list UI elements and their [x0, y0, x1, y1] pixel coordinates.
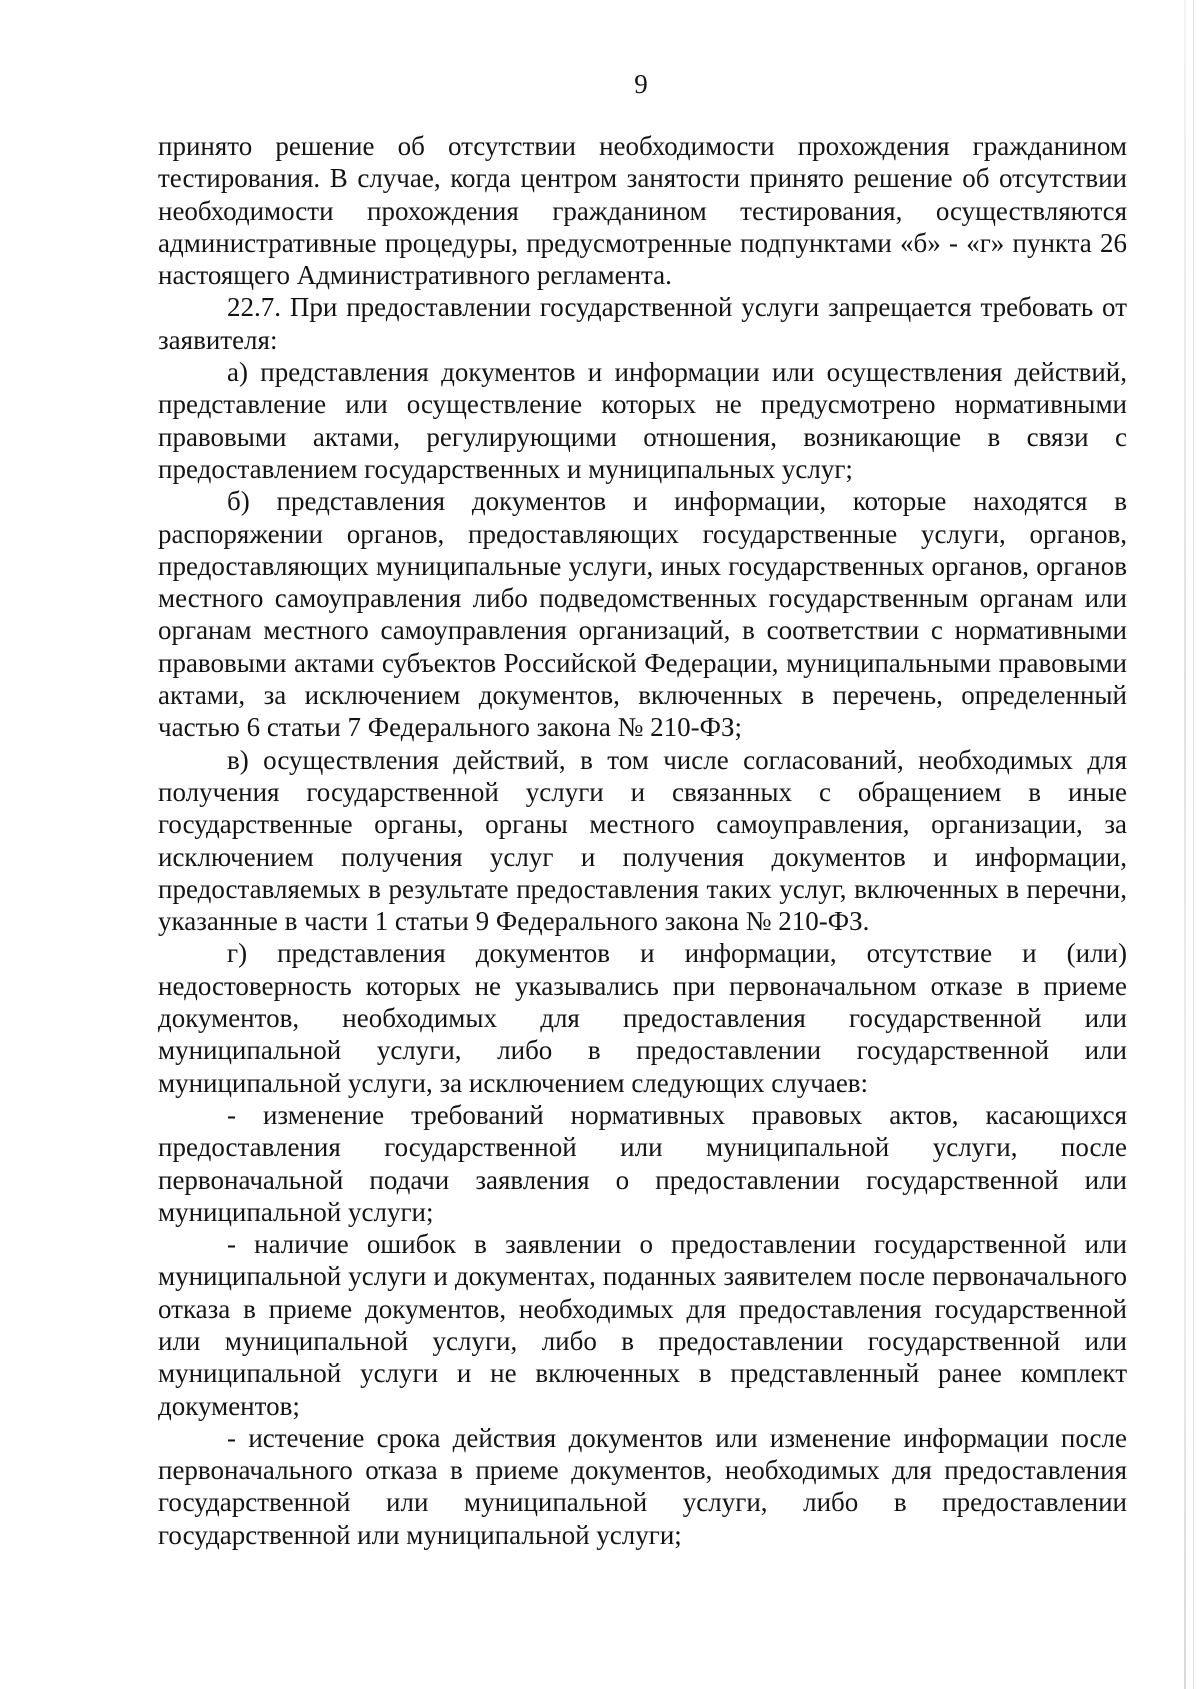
list-item: б) представления документов и информации, которые находятся в распоряжении органов, предоставляющих государственные услуги, органов, предоставляющих муниципальные услуги, иных государственных органов, органов местного самоуправления либо подведомственных государственным органам или органам местного самоуправления организаций, в соответствии с нормативными правовыми актами субъектов Российской Федерации, муниципальными правовыми актами, за исключением документов, включенных в перечень, определенный частью 6 статьи 7 Федерального закона № 210-ФЗ; — [158, 486, 1127, 743]
bullet-item: - наличие ошибок в заявлении о предоставлении государственной или муниципальной услуги и документах, поданных заявителем после первоначального отказа в приеме документов, необходимых для предоставления государственной или муниципальной услуги, либо в предоставлении государственной или муниципальной услуги и не включенных в представленный ранее комплект документов; — [158, 1229, 1127, 1421]
paragraph: 22.7. При предоставлении государственной услуги запрещается требовать от заявителя: — [158, 292, 1127, 355]
page-number: 9 — [634, 69, 648, 99]
scan-edge — [1184, 0, 1186, 1689]
list-item: а) представления документов и информации или осуществления действий, представление или осуществление которых не предусмотрено нормативными правовыми актами, регулирующими отношения, возникающие в связи с предоставлением государственных и муниципальных услуг; — [158, 357, 1127, 484]
bullet-item: - истечение срока действия документов или изменение информации после первоначального отказа в приеме документов, необходимых для предоставления государственной или муниципальной услуги, либо в предоставлении государственной или муниципальной услуги; — [158, 1422, 1127, 1550]
document-body — [158, 130, 1127, 1551]
scan-edge — [1193, 0, 1194, 1689]
list-item: в) осуществления действий, в том числе согласований, необходимых для получения государственной услуги и связанных с обращением в иные государственные органы, органы местного самоуправления, организации, за исключением получения услуг и получения документов и информации, предоставляемых в результате предоставления таких услуг, включенных в перечни, указанные в части 1 статьи 9 Федерального закона № 210-ФЗ. — [158, 744, 1127, 937]
paragraph: принято решение об отсутствии необходимости прохождения гражданином тестирования. В случае, когда центром занятости принято решение об отсутствии необходимости прохождения гражданином тестирования, осуществляются административные процедуры, предусмотренные подпунктами «б» - «г» пункта 26 настоящего Административного регламента. — [158, 131, 1127, 291]
list-item: г) представления документов и информации, отсутствие и (или) недостоверность которых не указывались при первоначальном отказе в приеме документов, необходимых для предоставления государственной или муниципальной услуги, либо в предоставлении государственной или муниципальной услуги, за исключением следующих случаев: — [158, 938, 1127, 1098]
bullet-item: - изменение требований нормативных правовых актов, касающихся предоставления государственной или муниципальной услуги, после первоначальной подачи заявления о предоставлении государственной или муниципальной услуги; — [158, 1099, 1127, 1227]
